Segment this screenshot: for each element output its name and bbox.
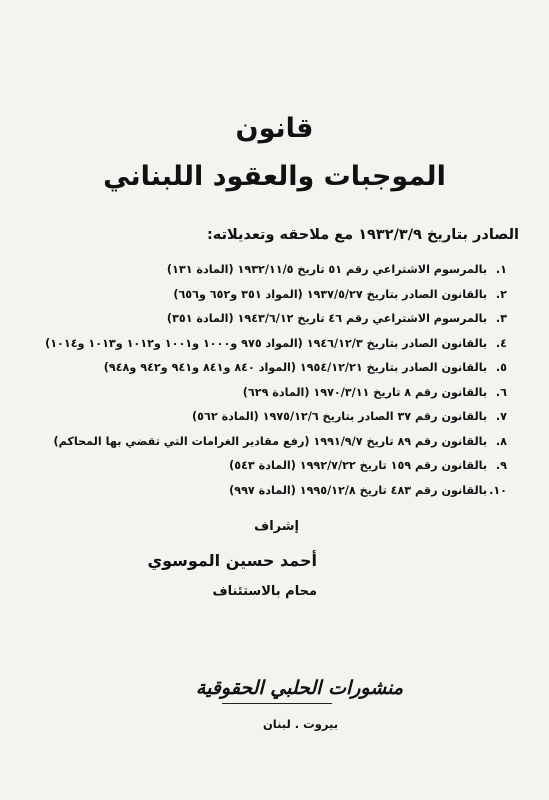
title-code-name: الموجبات والعقود اللبناني — [103, 161, 446, 192]
amendment-text: بالمرسوم الاشتراعي رقم ٤٦ تاريخ ١٩٤٣/٦/١٢ (المادة ٣٥١) — [166, 312, 488, 325]
amendment-text: بالقانون رقم ١٥٩ تاريخ ١٩٩٢/٧/٢٢ (المادة ٥٤٣) — [229, 459, 488, 472]
author-name: أحمد حسين الموسوي — [147, 551, 317, 570]
author-role: محام بالاستئناف — [212, 584, 317, 599]
issue-date-intro: الصادر بتاريخ ١٩٣٢/٣/٩ مع ملاحقه وتعديلاته: — [207, 227, 519, 243]
amendment-number: ١٠. — [489, 483, 507, 497]
amendment-item — [37, 307, 507, 332]
amendment-item — [37, 479, 507, 504]
amendment-number: ٤. — [495, 336, 507, 350]
amendment-number: ٣. — [495, 312, 507, 325]
title-law-word: قانون — [235, 113, 314, 144]
amendment-item — [37, 405, 507, 430]
amendment-text: بالقانون الصادر بتاريخ ١٩٥٤/١٢/٢١ (المواد ٨٤٠ و٨٤١ و٩٤١ و٩٤٢ و٩٤٨) — [103, 361, 488, 374]
amendment-item — [37, 258, 507, 283]
amendment-item — [37, 356, 507, 381]
amendment-number: ٨. — [495, 434, 507, 448]
amendment-text: بالقانون رقم ٣٧ الصادر بتاريخ ١٩٧٥/١٢/٦ (المادة ٥٦٢) — [192, 410, 488, 423]
publisher-name: منشورات الحلبي الحقوقية — [195, 677, 404, 699]
amendment-number: ١. — [495, 263, 507, 276]
publisher-city: بيروت . لبنان — [262, 717, 339, 731]
amendment-text: بالقانون الصادر بتاريخ ١٩٣٧/٥/٢٧ (المواد ٣٥١ و٦٥٢ و٦٥٦) — [173, 287, 488, 301]
amendment-item — [37, 332, 507, 357]
amendment-number: ٩. — [495, 459, 507, 472]
amendment-text: بالقانون رقم ٨ تاريخ ١٩٧٠/٣/١١ (المادة ٦٢٩) — [242, 385, 488, 399]
amendments-list — [37, 258, 507, 503]
amendment-number: ٦. — [495, 385, 507, 399]
amendment-item — [37, 430, 507, 455]
amendment-item — [37, 283, 507, 308]
amendment-number: ٢. — [495, 287, 507, 301]
amendment-text: بالقانون رقم ٤٨٣ تاريخ ١٩٩٥/١٢/٨ (المادة ٩٩٧) — [229, 483, 488, 497]
publisher-underline — [222, 703, 332, 704]
amendment-number: ٧. — [495, 410, 507, 423]
amendment-item — [37, 454, 507, 479]
supervision-label: إشراف — [254, 519, 299, 534]
amendment-item — [37, 381, 507, 406]
amendment-text: بالقانون رقم ٨٩ تاريخ ١٩٩١/٩/٧ (رفع مقادير الغرامات التي تقضي بها المحاكم) — [53, 434, 488, 448]
amendment-text: بالقانون الصادر بتاريخ ١٩٤٦/١٢/٣ (المواد ٩٧٥ و١٠٠٠ و١٠٠١ و١٠١٢ و١٠١٣ و١٠١٤) — [45, 336, 488, 350]
amendment-number: ٥. — [495, 361, 507, 374]
amendment-text: بالمرسوم الاشتراعي رقم ٥١ تاريخ ١٩٣٢/١١/٥ (المادة ١٣١) — [166, 263, 488, 276]
